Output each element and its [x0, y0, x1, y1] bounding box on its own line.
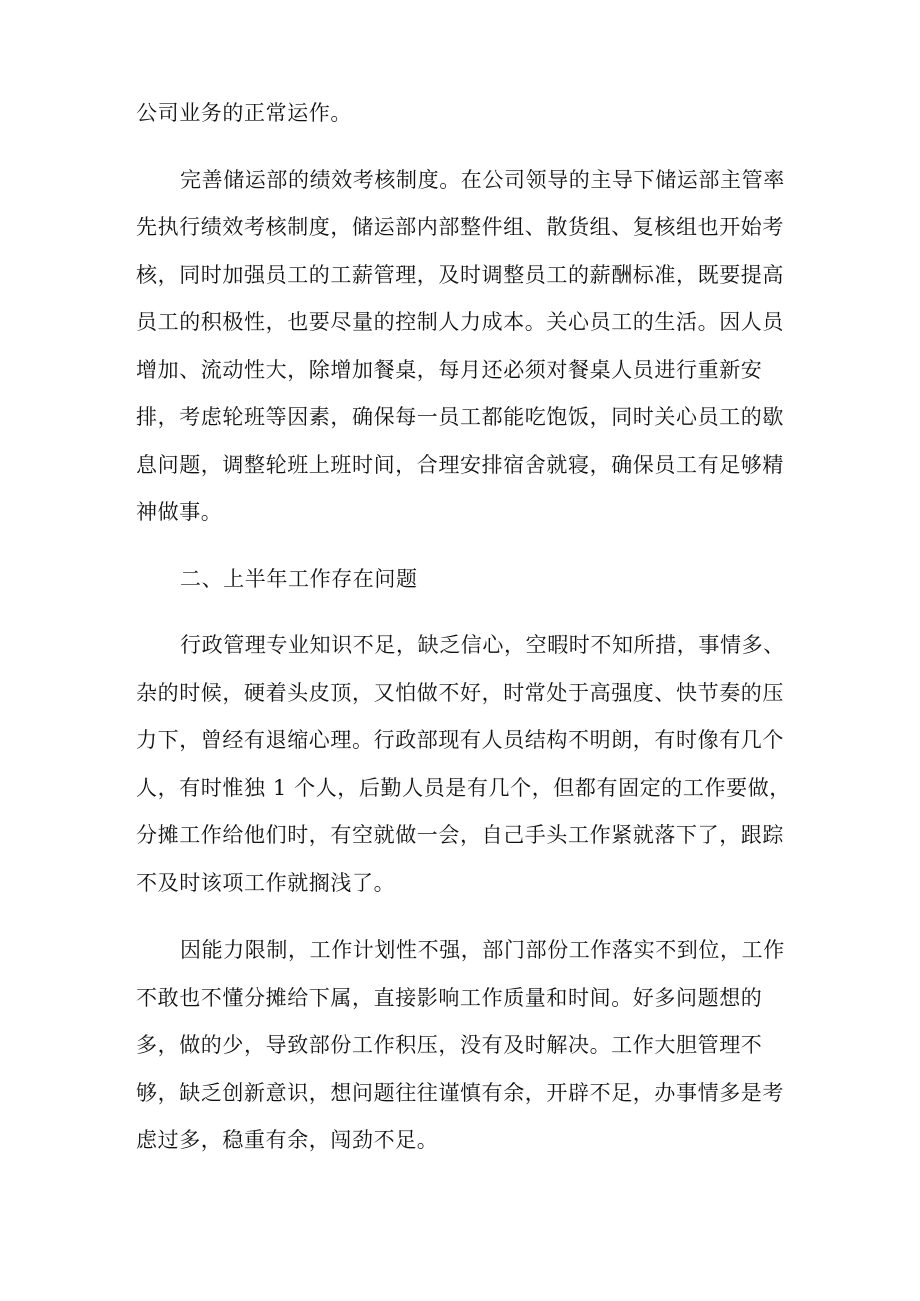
- text-line: 够，缺乏创新意识，想问题往往谨慎有余，开辟不足，办事情多是考: [136, 1081, 784, 1105]
- text-line: 虑过多，稳重有余，闯劲不足。: [136, 1128, 439, 1152]
- text-line: 先执行绩效考核制度，储运部内部整件组、散货组、复核组也开始考: [136, 215, 784, 239]
- text-line: 人，有时惟独 1 个人，后勤人员是有几个，但都有固定的工作要做，: [136, 776, 791, 800]
- text-line: 力下，曾经有退缩心理。行政部现有人员结构不明朗，有时像有几个: [136, 728, 784, 752]
- text-line: 分摊工作给他们时，有空就做一会，自己手头工作紧就落下了，跟踪: [136, 823, 784, 847]
- text-line: 不敢也不懂分摊给下属，直接影响工作质量和时间。好多问题想的: [136, 986, 763, 1010]
- paragraph-first-line: 完善储运部的绩效考核制度。在公司领导的主导下储运部主管率: [180, 168, 785, 192]
- text-line: 核，同时加强员工的工薪管理，及时调整员工的薪酬标准，既要提高: [136, 263, 784, 287]
- paragraph-first-line: 行政管理专业知识不足，缺乏信心，空暇时不知所措，事情多、: [180, 633, 785, 657]
- text-line: 不及时该项工作就搁浅了。: [136, 871, 396, 895]
- section-heading: 二、上半年工作存在问题: [180, 567, 418, 591]
- text-line: 杂的时候，硬着头皮顶，又怕做不好，时常处于高强度、快节奏的压: [136, 681, 784, 705]
- text-line: 员工的积极性，也要尽量的控制人力成本。关心员工的生活。因人员: [136, 310, 784, 334]
- text-line: 公司业务的正常运作。: [136, 101, 352, 125]
- text-line: 排，考虑轮班等因素，确保每一员工都能吃饱饭，同时关心员工的歇: [136, 405, 784, 429]
- text-line: 多，做的少，导致部份工作积压，没有及时解决。工作大胆管理不: [136, 1033, 763, 1057]
- text-line: 增加、流动性大，除增加餐桌，每月还必须对餐桌人员进行重新安: [136, 358, 763, 382]
- text-line: 神做事。: [136, 500, 223, 524]
- paragraph-first-line: 因能力限制，工作计划性不强，部门部份工作落实不到位，工作: [180, 938, 785, 962]
- text-line: 息问题，调整轮班上班时间，合理安排宿舍就寝，确保员工有足够精: [136, 453, 784, 477]
